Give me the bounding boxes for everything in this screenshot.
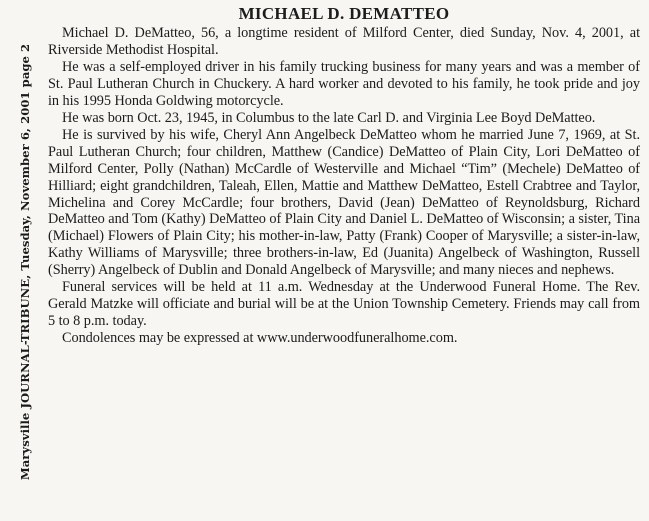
paragraph-death-notice: Michael D. DeMatteo, 56, a longtime resident of Milford Center, died Sunday, Nov. 4, 2001, at Riverside Methodist Hospital. <box>48 25 640 58</box>
paragraph-birth: He was born Oct. 23, 1945, in Columbus to the late Carl D. and Virginia Lee Boyd DeMatteo. <box>62 109 596 126</box>
obituary-headline: MICHAEL D. DEMATTEO <box>238 4 450 23</box>
paragraph-survivors: He is survived by his wife, Cheryl Ann Angelbeck DeMatteo whom he married June 7, 1969, at St. Paul Lutheran Church; four children, Matthew (Candice) DeMatteo of Plain City, Lori DeMatteo of Milford Center, Polly (Nathan) McCardle of Westerville and Michael “Tim” (Mechele) DeMatteo of Hilliard; eight grandchildren, Taleah, Ellen, Mattie and Matthew DeMatteo, Estell Crabtree and Taylor, Michelina and Corey McCardle; four brothers, David (Jean) DeMatteo of Reynoldsburg, Richard DeMatteo and Tom (Kathy) DeMatteo of Plain City and Daniel L. DeMatteo of Wisconsin; a sister, Tina (Michael) Flowers of Plain City; his mother-in-law, Patty (Frank) Cooper of Marysville; a sister-in-law, Kathy Williams of Marysville; three brothers-in-law, Ed (Juanita) Angelbeck of Washington, Russell (Sherry) Angelbeck of Dublin and Donald Angelbeck of Marysville; and many nieces and nephews. <box>48 126 640 279</box>
paragraph-biography: He was a self-employed driver in his family trucking business for many years and was a member of St. Paul Lutheran Church in Chuckery. A hard worker and devoted to his family, he took pride and joy in his 1995 Honda Goldwing motorcycle. <box>48 58 640 109</box>
source-caption <box>10 8 40 516</box>
obituary-article <box>48 4 640 347</box>
source-caption-text: Marysville JOURNAL-TRIBUNE, Tuesday, November 6, 2001 page 2 <box>18 43 33 481</box>
paragraph-condolences: Condolences may be expressed at www.underwoodfuneralhome.com. <box>62 330 458 347</box>
paragraph-funeral-services: Funeral services will be held at 11 a.m. Wednesday at the Underwood Funeral Home. The Rev. Gerald Matzke will officiate and burial will be at the Union Township Cemetery. Friends may call from 5 to 8 p.m. today. <box>48 279 640 330</box>
